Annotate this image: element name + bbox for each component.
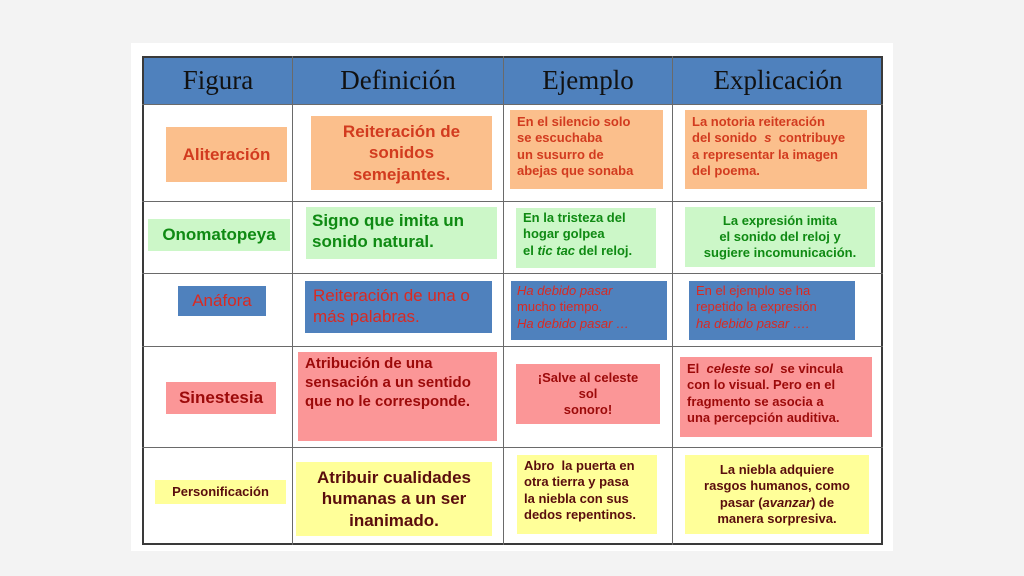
example-anafora: Ha debido pasar mucho tiempo. Ha debido pasar …	[511, 281, 667, 340]
explanation-sinestesia: El celeste sol se vincula con lo visual. Pero en el fragmento se asocia a una percepción auditiva.	[680, 357, 872, 437]
example-aliteracion: En el silencio solo se escuchaba un susurro de abejas que sonaba	[510, 110, 663, 189]
row-divider	[142, 346, 883, 347]
figure-aliteracion: Aliteración	[166, 127, 287, 182]
header-definicion: Definición	[293, 56, 503, 104]
row-divider	[142, 104, 883, 105]
explanation-personificacion: La niebla adquiere rasgos humanos, como pasar (avanzar) de manera sorpresiva.	[685, 455, 869, 534]
definition-aliteracion: Reiteración de sonidos semejantes.	[311, 116, 492, 190]
row-divider	[142, 201, 883, 202]
example-sinestesia: ¡Salve al celeste sol sonoro!	[516, 364, 660, 424]
column-divider	[672, 56, 673, 545]
explanation-anafora: En el ejemplo se ha repetido la expresión ha debido pasar ….	[689, 281, 855, 340]
figure-onomatopeya: Onomatopeya	[148, 219, 290, 251]
header-ejemplo: Ejemplo	[503, 56, 673, 104]
example-personificacion: Abro la puerta en otra tierra y pasa la niebla con sus dedos repentinos.	[517, 455, 657, 534]
definition-onomatopeya: Signo que imita un sonido natural.	[306, 207, 497, 259]
row-divider	[142, 447, 883, 448]
figure-sinestesia: Sinestesia	[166, 382, 276, 414]
definition-anafora: Reiteración de una o más palabras.	[305, 281, 492, 333]
figure-anafora: Anáfora	[178, 286, 266, 316]
column-divider	[503, 56, 504, 545]
definition-sinestesia: Atribución de una sensación a un sentido que no le corresponde.	[298, 352, 497, 441]
example-onomatopeya: En la tristeza del hogar golpea el tic tac del reloj.	[516, 208, 656, 268]
column-divider	[292, 56, 293, 545]
header-explicacion: Explicación	[673, 56, 883, 104]
explanation-aliteracion: La notoria reiteración del sonido s contribuye a representar la imagen del poema.	[685, 110, 867, 189]
definition-personificacion: Atribuir cualidades humanas a un ser inanimado.	[296, 462, 492, 536]
figure-personificacion: Personificación	[155, 480, 286, 504]
row-divider	[142, 273, 883, 274]
header-figura: Figura	[143, 56, 293, 104]
explanation-onomatopeya: La expresión imita el sonido del reloj y sugiere incomunicación.	[685, 207, 875, 267]
